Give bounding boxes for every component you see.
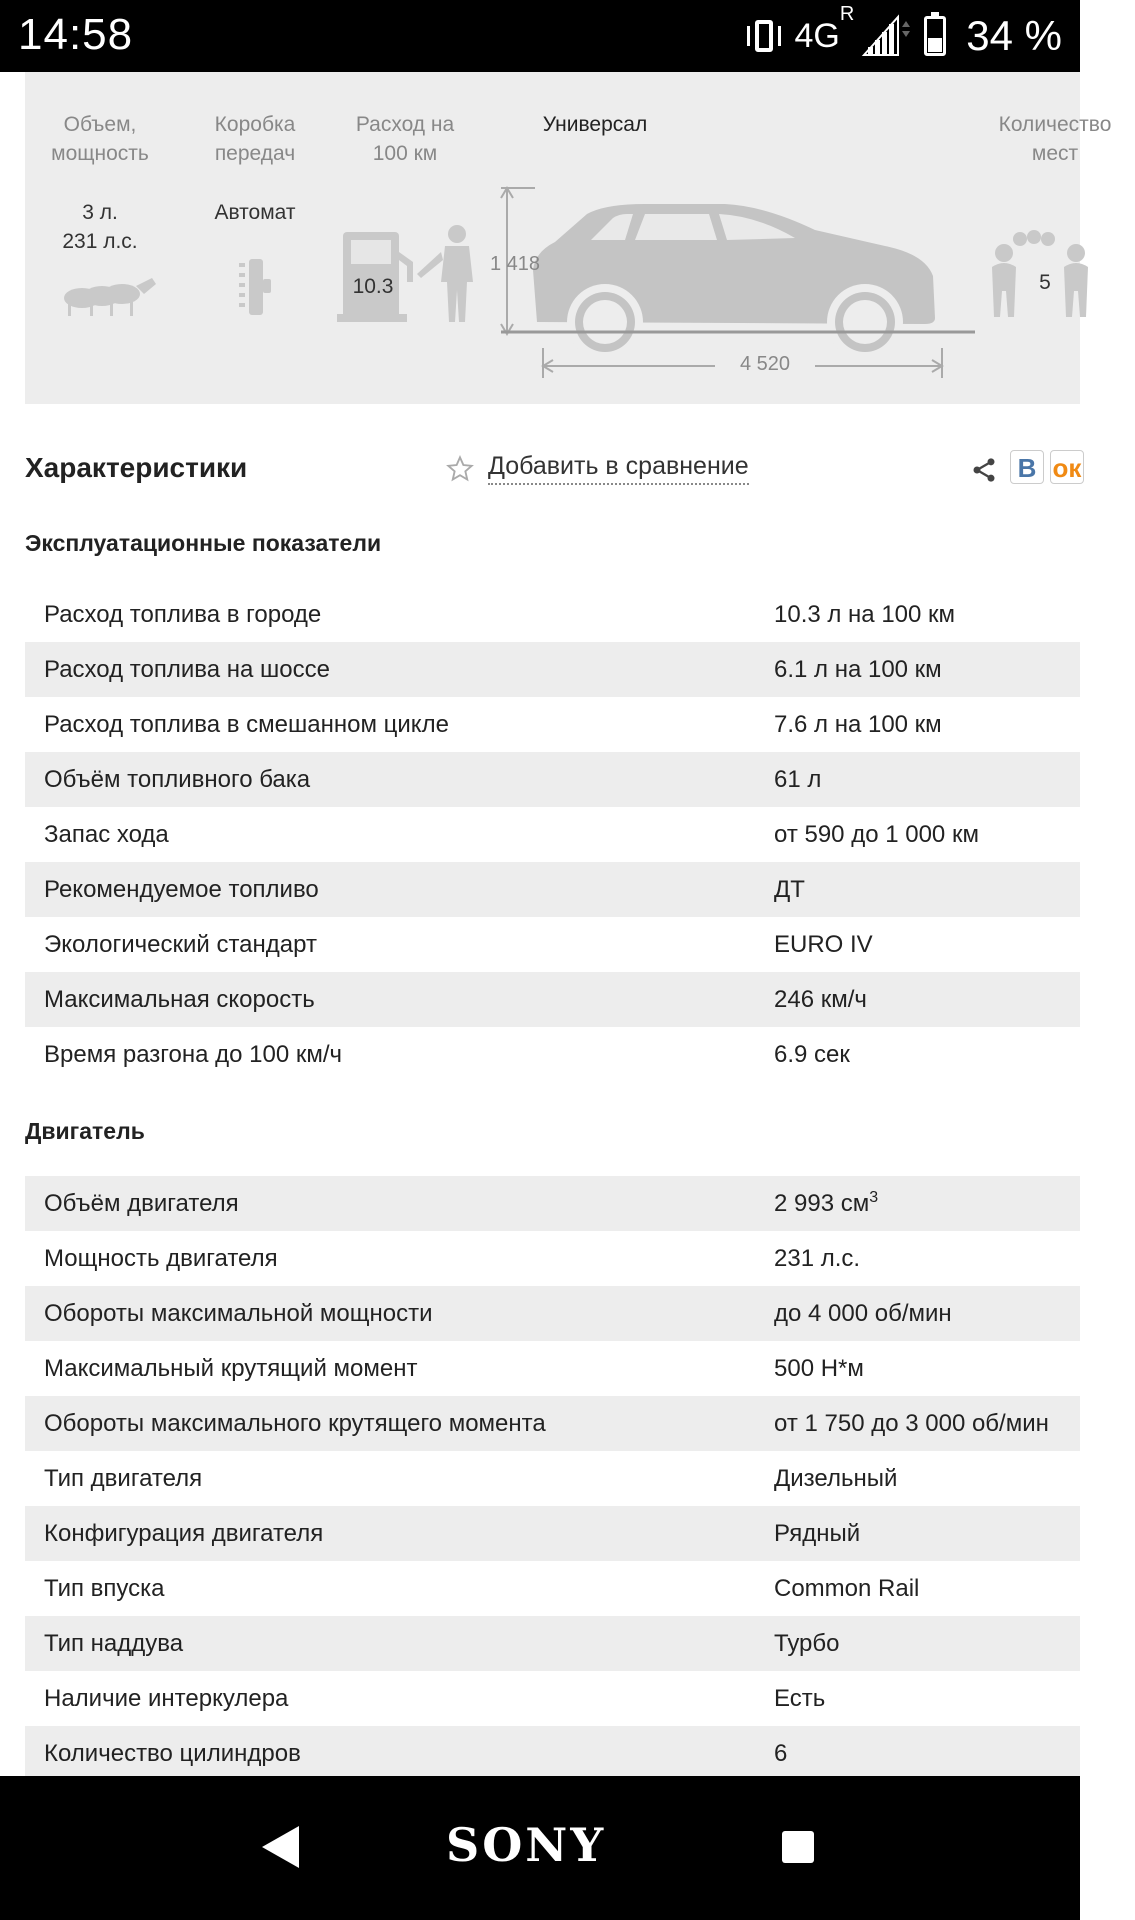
table-row bbox=[25, 1616, 1080, 1671]
table-row bbox=[25, 752, 1080, 807]
share-icon[interactable] bbox=[970, 456, 998, 484]
spec-value: EURO IV bbox=[774, 930, 873, 958]
operational-section-title: Эксплуатационные показатели bbox=[25, 530, 382, 556]
body-type: Универсал bbox=[542, 113, 648, 136]
table-row bbox=[25, 1726, 1080, 1781]
spec-key: Количество цилиндров bbox=[25, 1726, 774, 1781]
spec-key: Рекомендуемое топливо bbox=[25, 862, 774, 917]
spec-value: от 590 до 1 000 км bbox=[774, 820, 979, 848]
table-row bbox=[25, 642, 1080, 697]
spec-key: Расход топлива в смешанном цикле bbox=[44, 710, 449, 738]
spec-key: Обороты максимальной мощности bbox=[25, 1286, 774, 1341]
navigation-bar bbox=[0, 1776, 1080, 1920]
spec-key: Время разгона до 100 км/ч bbox=[44, 1040, 343, 1068]
table-row bbox=[25, 862, 1080, 917]
power-value: 231 л.с. bbox=[62, 230, 138, 253]
ok-share-button[interactable]: ок bbox=[1050, 450, 1084, 484]
table-row bbox=[25, 972, 1080, 1027]
seats-value: 5 bbox=[1039, 271, 1051, 294]
displacement-unit-sup: 3 bbox=[869, 1189, 879, 1206]
spec-value: ДТ bbox=[774, 862, 1080, 917]
spec-value: 6.9 сек bbox=[774, 1040, 850, 1068]
gearbox-icon bbox=[235, 257, 275, 317]
spec-key: Объём двигателя bbox=[25, 1176, 774, 1231]
volume-value: 3 л. bbox=[82, 201, 118, 224]
table-row bbox=[25, 1506, 1080, 1561]
spec-value bbox=[774, 1176, 1080, 1231]
engine-section-title: Двигатель bbox=[25, 1118, 145, 1144]
spec-key: Расход топлива в городе bbox=[44, 600, 322, 628]
spec-value: 6 bbox=[774, 1726, 1080, 1781]
table-row bbox=[25, 1396, 1080, 1451]
vk-share-button[interactable]: В bbox=[1010, 450, 1044, 484]
network-type bbox=[794, 3, 855, 56]
operational-table bbox=[25, 587, 1080, 1082]
status-icons bbox=[744, 3, 1062, 62]
network-label: 4G bbox=[794, 16, 840, 55]
consumption-value: 10.3 bbox=[352, 275, 394, 298]
spec-key: Максимальная скорость bbox=[25, 972, 774, 1027]
spec-value: Дизельный bbox=[774, 1464, 898, 1492]
seats-label: Количество мест bbox=[998, 113, 1112, 165]
spec-key: Максимальный крутящий момент bbox=[44, 1354, 418, 1382]
gearbox-value: Автомат bbox=[214, 201, 296, 224]
status-bar bbox=[0, 0, 1080, 72]
spec-key: Мощность двигателя bbox=[44, 1244, 278, 1272]
table-row bbox=[25, 1027, 1080, 1082]
recent-apps-button[interactable] bbox=[782, 1831, 814, 1863]
table-row bbox=[25, 1451, 1080, 1506]
car-length: 4 520 bbox=[715, 350, 815, 379]
sony-logo: SONY bbox=[446, 1818, 607, 1872]
characteristics-title: Характеристики bbox=[25, 452, 248, 483]
spec-value: Есть bbox=[774, 1684, 826, 1712]
spec-value: 231 л.с. bbox=[774, 1244, 861, 1272]
vibrate-icon bbox=[744, 16, 784, 56]
spec-value: 500 Н*м bbox=[774, 1354, 864, 1382]
table-row bbox=[25, 807, 1080, 862]
summary-band bbox=[25, 72, 1112, 404]
spec-value: до 4 000 об/мин bbox=[774, 1286, 1080, 1341]
spec-key: Наличие интеркулера bbox=[44, 1684, 289, 1712]
battery-percent: 34 % bbox=[966, 12, 1062, 59]
spec-key: Объём топливного бака bbox=[25, 752, 774, 807]
signal-icon bbox=[864, 17, 908, 55]
spec-key: Экологический стандарт bbox=[44, 930, 317, 958]
spec-value: Рядный bbox=[774, 1506, 1080, 1561]
spec-value: Турбо bbox=[774, 1616, 1080, 1671]
table-row bbox=[25, 1286, 1080, 1341]
spec-value: 246 км/ч bbox=[774, 972, 1080, 1027]
table-row bbox=[25, 587, 1080, 642]
spec-key: Расход топлива на шоссе bbox=[25, 642, 774, 697]
add-to-compare-label: Добавить в сравнение bbox=[488, 452, 749, 485]
spec-key: Тип двигателя bbox=[44, 1464, 203, 1492]
displacement-value: 2 993 см bbox=[774, 1190, 870, 1217]
spec-value: 7.6 л на 100 км bbox=[774, 710, 942, 738]
gearbox-label: Коробка передач bbox=[214, 113, 296, 165]
table-row bbox=[25, 1231, 1080, 1286]
roaming-label: R bbox=[839, 3, 855, 26]
battery-icon bbox=[924, 16, 946, 56]
spec-key: Тип впуска bbox=[44, 1574, 165, 1602]
spec-value: 6.1 л на 100 км bbox=[774, 642, 1080, 697]
back-button[interactable] bbox=[262, 1826, 299, 1868]
spec-value: Common Rail bbox=[774, 1574, 920, 1602]
table-row bbox=[25, 1671, 1080, 1726]
spec-key: Запас хода bbox=[44, 820, 169, 848]
spec-value: от 1 750 до 3 000 об/мин bbox=[774, 1396, 1080, 1451]
status-time: 14:58 bbox=[18, 10, 134, 59]
add-to-compare-link[interactable] bbox=[446, 452, 749, 485]
horses-icon bbox=[60, 272, 160, 316]
table-row bbox=[25, 697, 1080, 752]
table-row bbox=[25, 917, 1080, 972]
car-height: 1 418 bbox=[489, 253, 541, 275]
spec-key: Конфигурация двигателя bbox=[25, 1506, 774, 1561]
consumption-label: Расход на 100 км bbox=[355, 113, 455, 165]
spec-key: Тип наддува bbox=[25, 1616, 774, 1671]
table-row bbox=[25, 1561, 1080, 1616]
spec-value: 10.3 л на 100 км bbox=[774, 600, 956, 628]
spec-key: Обороты максимального крутящего момента bbox=[25, 1396, 774, 1451]
star-icon bbox=[446, 455, 474, 483]
table-row bbox=[25, 1341, 1080, 1396]
volume-power-label: Объем, мощность bbox=[51, 113, 149, 165]
engine-table bbox=[25, 1176, 1080, 1781]
spec-value: 61 л bbox=[774, 752, 1080, 807]
table-row bbox=[25, 1176, 1080, 1231]
